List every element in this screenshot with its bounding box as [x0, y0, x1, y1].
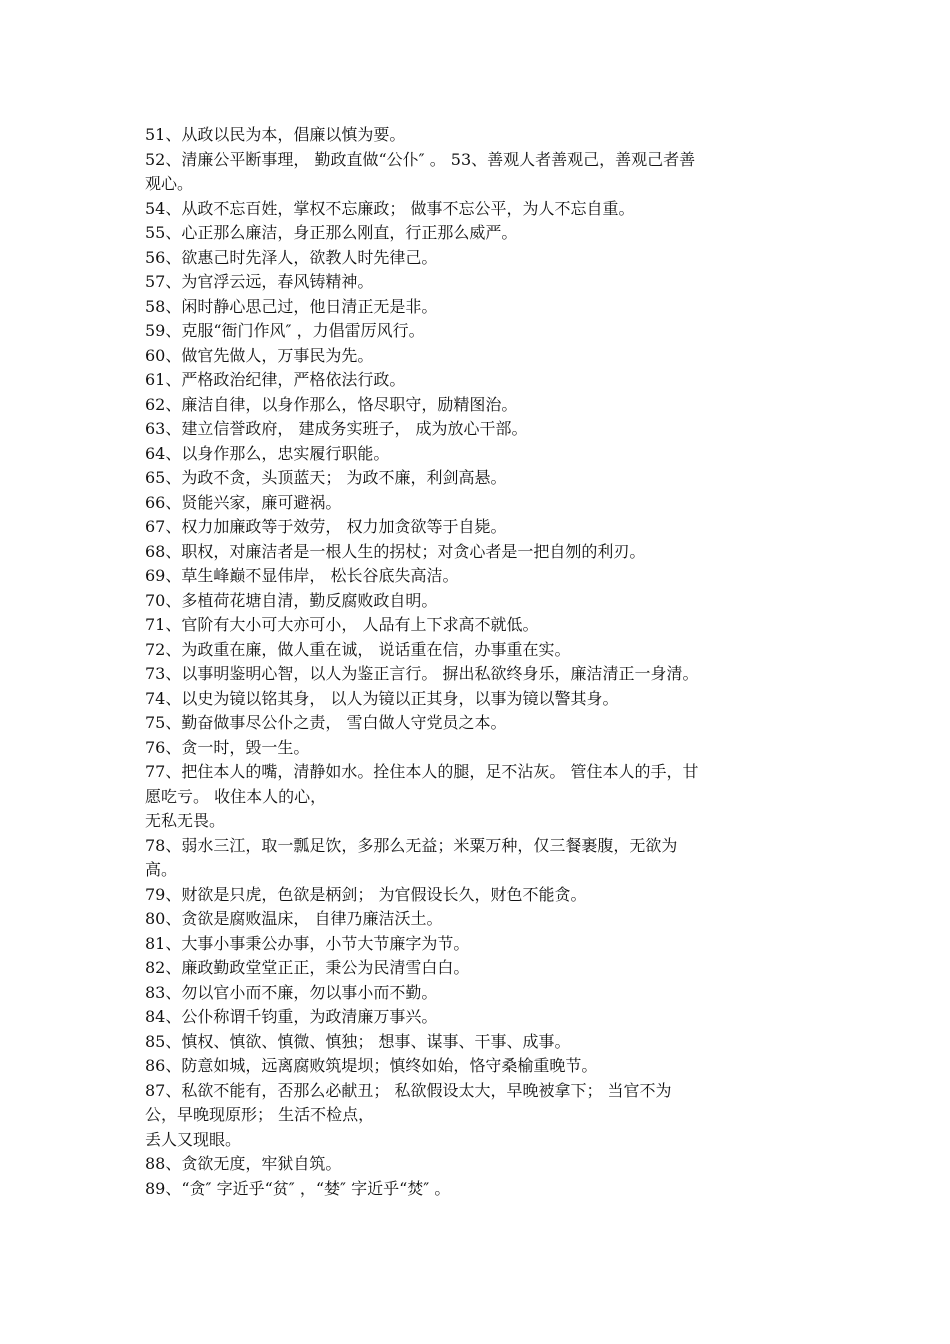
text-line: 观心。	[145, 174, 194, 193]
text-line: 65、为政不贪，头顶蓝天； 为政不廉，利剑高悬。	[145, 468, 507, 487]
text-line: 57、为官浮云远，春风铸精神。	[145, 272, 374, 291]
text-line: 89、“贪″ 字近乎“贫″ ，“婪″ 字近乎“焚″ 。	[145, 1178, 451, 1198]
text-line: 76、贪一时，毁一生。	[145, 737, 310, 757]
text-line: 愿吃亏。 收住本人的心，	[145, 786, 327, 806]
text-line: 85、慎权、慎欲、慎微、慎独； 想事、谋事、干事、成事。	[145, 1031, 571, 1051]
text-line: 54、从政不忘百姓，掌权不忘廉政； 做事不忘公平，为人不忘自重。	[145, 198, 635, 218]
text-line: 75、勤奋做事尽公仆之责， 雪白做人守党员之本。	[145, 713, 507, 732]
text-line: 86、防意如城，远离腐败筑堤坝；慎终如始，恪守桑榆重晚节。	[145, 1056, 598, 1075]
text-line: 80、贪欲是腐败温床， 自律乃廉洁沃土。	[145, 909, 443, 928]
text-line: 62、廉洁自律，以身作那么，恪尽职守，励精图治。	[145, 394, 518, 414]
text-line: 82、廉政勤政堂堂正正，秉公为民清雪白白。	[145, 958, 470, 977]
text-line: 68、职权，对廉洁者是一根人生的拐杖；对贪心者是一把自刎的利刃。	[145, 541, 646, 561]
text-line: 58、闲时静心思己过，他日清正无是非。	[145, 296, 438, 316]
text-line: 52、清廉公平断事理， 勤政直做“公仆″ 。 53、善观人者善观己，善观己者善	[145, 149, 696, 169]
text-line: 61、严格政治纪律，严格依法行政。	[145, 370, 406, 389]
text-line: 63、建立信誉政府， 建成务实班子， 成为放心干部。	[145, 419, 528, 438]
text-line: 67、权力加廉政等于效劳， 权力加贪欲等于自毙。	[145, 517, 507, 536]
text-line: 88、贪欲无度，牢狱自筑。	[145, 1154, 342, 1173]
text-line: 高。	[145, 860, 178, 879]
text-line: 78、弱水三江，取一瓢足饮，多那么无益；米粟万种，仅三餐裹腹，无欲为	[145, 835, 678, 855]
text-line: 51、从政以民为本，倡廉以慎为要。	[145, 125, 406, 144]
text-line: 87、私欲不能有，否那么必献丑； 私欲假设太大，早晚被拿下； 当官不为	[145, 1080, 672, 1100]
text-line: 55、心正那么廉洁，身正那么刚直，行正那么威严。	[145, 223, 518, 242]
text-line: 84、公仆称谓千钧重，为政清廉万事兴。	[145, 1007, 438, 1026]
document-page	[145, 123, 810, 1201]
text-line: 72、为政重在廉，做人重在诚， 说话重在信，办事重在实。	[145, 639, 571, 659]
text-line: 56、欲惠己时先泽人，欲教人时先律己。	[145, 247, 438, 267]
text-line: 66、贤能兴家，廉可避祸。	[145, 492, 342, 512]
text-line: 83、勿以官小而不廉，勿以事小而不勤。	[145, 982, 438, 1002]
text-line: 公，早晚现原形； 生活不检点，	[145, 1105, 375, 1124]
text-line: 73、以事明鉴明心智，以人为鉴正言行。 摒出私欲终身乐，廉洁清正一身清。	[145, 664, 699, 683]
text-line: 70、多植荷花塘自清，勤反腐败政自明。	[145, 590, 438, 610]
text-line: 59、克服“衙门作风″ ，力倡雷厉风行。	[145, 321, 425, 340]
text-line: 71、官阶有大小可大亦可小， 人品有上下求高不就低。	[145, 615, 539, 634]
text-line: 无私无畏。	[145, 811, 226, 830]
text-line: 79、财欲是只虎，色欲是柄剑； 为官假设长久，财色不能贪。	[145, 884, 587, 904]
text-line: 77、把住本人的嘴，清静如水。拴住本人的腿，足不沾灰。 管住本人的手，甘	[145, 762, 699, 781]
text-line: 丢人又现眼。	[145, 1129, 242, 1149]
text-line: 60、做官先做人，万事民为先。	[145, 345, 374, 365]
text-line: 81、大事小事秉公办事，小节大节廉字为节。	[145, 933, 470, 953]
text-line: 64、以身作那么，忠实履行职能。	[145, 443, 390, 463]
text-line: 69、草生峰巅不显伟岸， 松长谷底失高洁。	[145, 566, 459, 585]
text-line: 74、以史为镜以铭其身， 以人为镜以正其身，以事为镜以警其身。	[145, 688, 619, 708]
